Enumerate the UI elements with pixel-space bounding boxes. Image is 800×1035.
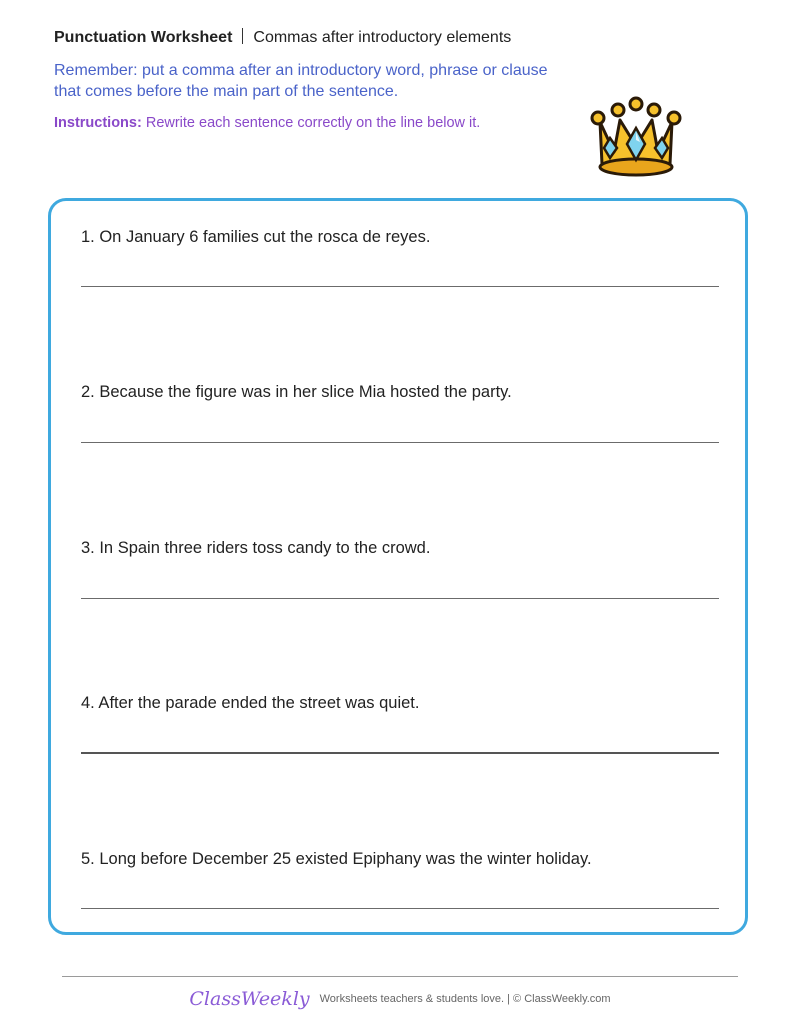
footer-tagline: Worksheets teachers & students love. | © ClassWeekly.com (319, 993, 611, 1005)
question-3: 3. In Spain three riders toss candy to the crowd. (81, 539, 431, 557)
question-1: 1. On January 6 families cut the rosca de reyes. (81, 228, 431, 246)
worksheet-header (54, 28, 511, 47)
answer-line-1[interactable] (81, 286, 719, 287)
instructions-label: Instructions: (54, 115, 142, 131)
answer-line-5[interactable] (81, 908, 719, 909)
answer-line-3[interactable] (81, 598, 719, 599)
footer-divider (62, 976, 738, 977)
worksheet-subtitle: Commas after introductory elements (253, 29, 512, 46)
question-5: 5. Long before December 25 existed Epiphany was the winter holiday. (81, 850, 592, 868)
header-divider (242, 28, 243, 44)
exercise-box (48, 198, 748, 935)
worksheet-title: Punctuation Worksheet (54, 29, 233, 46)
crown-icon (586, 94, 686, 180)
answer-line-2[interactable] (81, 442, 719, 443)
instructions-text: Rewrite each sentence correctly on the line below it. (145, 115, 481, 131)
question-4: 4. After the parade ended the street was quiet. (81, 694, 420, 712)
remember-note: Remember: put a comma after an introductory word, phrase or clause that comes before the main part of the sentence. (54, 62, 548, 100)
brand-logo: ClassWeekly (189, 988, 310, 1010)
answer-line-4[interactable] (81, 752, 719, 754)
question-2: 2. Because the figure was in her slice Mia hosted the party. (81, 383, 512, 401)
instructions (54, 115, 480, 131)
footer (0, 988, 800, 1010)
